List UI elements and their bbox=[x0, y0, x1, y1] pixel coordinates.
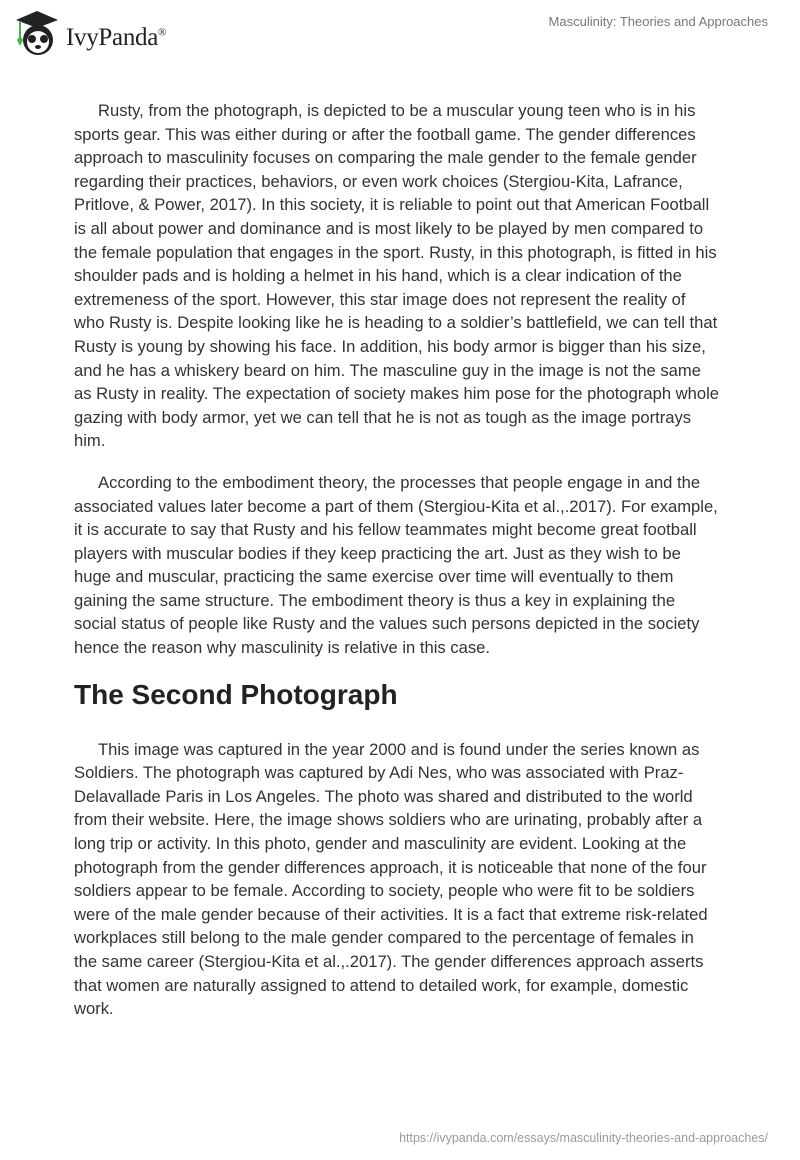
text-line: who Rusty is. Despite looking like he is heading to a soldier’s battlefield, we can tell that bbox=[74, 313, 718, 333]
text-line: long trip or activity. In this photo, gender and masculinity are evident. Looking at the bbox=[74, 834, 687, 854]
text-line: the female population that engages in the sport. Rusty, in this photograph, is fitted in his bbox=[74, 242, 717, 262]
text-line: gaining the same structure. The embodiment theory is thus a key in explaining the bbox=[74, 590, 676, 610]
text-line: that women are naturally assigned to attend to detailed work, for example, domestic bbox=[74, 975, 689, 995]
paragraph-rusty bbox=[74, 99, 754, 453]
text-line: from their website. Here, the image shows soldiers who are urinating, probably after a bbox=[74, 810, 703, 830]
section-heading: The Second Photograph bbox=[74, 678, 398, 710]
text-line: workplaces still belong to the male gender compared to the percentage of females in bbox=[74, 928, 694, 948]
text-line: as Rusty in reality. The expectation of society makes him pose for the photograph whole bbox=[74, 384, 720, 404]
text-line: and he has a whiskery beard on him. The masculine guy in the image is not the same bbox=[74, 360, 701, 380]
page-url: https://ivypanda.com/essays/masculinity-theories-and-approaches/ bbox=[399, 1131, 768, 1145]
text-line: Delavallade Paris in Los Angeles. The photo was shared and distributed to the world bbox=[74, 786, 693, 806]
text-line: photograph from the gender differences approach, it is noticeable that none of the four bbox=[74, 857, 707, 877]
text-line: work. bbox=[74, 999, 114, 1019]
paragraph-second-photograph bbox=[74, 738, 754, 1021]
panda-logo-icon bbox=[12, 8, 62, 58]
text-line: hence the reason why masculinity is relative in this case. bbox=[74, 638, 490, 658]
text-line: were of the male gender because of their activities. It is a fact that extreme risk-related bbox=[74, 904, 708, 924]
text-line: gazing with body armor, yet we can tell that he is not as tough as the image portrays bbox=[74, 407, 692, 427]
brand-name: IvyPanda® bbox=[66, 24, 167, 51]
text-line: Rusty is young by showing his face. In addition, his body armor is bigger than his size, bbox=[74, 336, 706, 356]
text-line: players with muscular bodies if they keep practicing the art. Just as they wish to be bbox=[74, 543, 681, 563]
text-line: Soldiers. The photograph was captured by Adi Nes, who was associated with Praz- bbox=[74, 763, 684, 783]
paragraph-embodiment bbox=[74, 471, 754, 660]
text-line: soldiers appear to be female. According to society, people who were fit to be soldiers bbox=[74, 881, 695, 901]
text-line: Rusty, from the photograph, is depicted to be a muscular young teen who is in his bbox=[98, 101, 696, 120]
text-line: This image was captured in the year 2000 and is found under the series known as bbox=[98, 739, 700, 759]
ivypanda-logo[interactable] bbox=[12, 8, 166, 58]
text-line: regarding their practices, behaviors, or even work choices (Stergiou-Kita, Lafrance, bbox=[74, 171, 683, 191]
text-line: associated values later become a part of them (Stergiou-Kita et al.,.2017). For example, bbox=[74, 496, 718, 516]
text-line: social status of people like Rusty and the values such persons depicted in the society bbox=[74, 614, 700, 634]
text-line: huge and muscular, practicing the same exercise over time will eventually to them bbox=[74, 567, 674, 587]
text-line: is all about power and dominance and is most likely to be played by men compared to bbox=[74, 218, 704, 238]
text-line: approach to masculinity focuses on comparing the male gender to the female gender bbox=[74, 148, 697, 168]
document-title: Masculinity: Theories and Approaches bbox=[548, 14, 768, 29]
text-line: sports gear. This was either during or after the football game. The gender differences bbox=[74, 124, 696, 144]
essay-body bbox=[74, 99, 754, 1039]
text-line: the same career (Stergiou-Kita et al.,.2017). The gender differences approach asserts bbox=[74, 952, 704, 971]
text-line: it is accurate to say that Rusty and his fellow teammates might become great football bbox=[74, 520, 697, 540]
text-line: extremeness of the sport. However, this star image does not represent the reality of bbox=[74, 289, 686, 309]
text-line: shoulder pads and is holding a helmet in his hand, which is a clear indication of the bbox=[74, 266, 682, 286]
text-line: According to the embodiment theory, the processes that people engage in and the bbox=[98, 472, 701, 492]
text-line: him. bbox=[74, 431, 106, 451]
text-line: Pritlove, & Power, 2017). In this society, it is reliable to point out that American Football bbox=[74, 195, 710, 215]
